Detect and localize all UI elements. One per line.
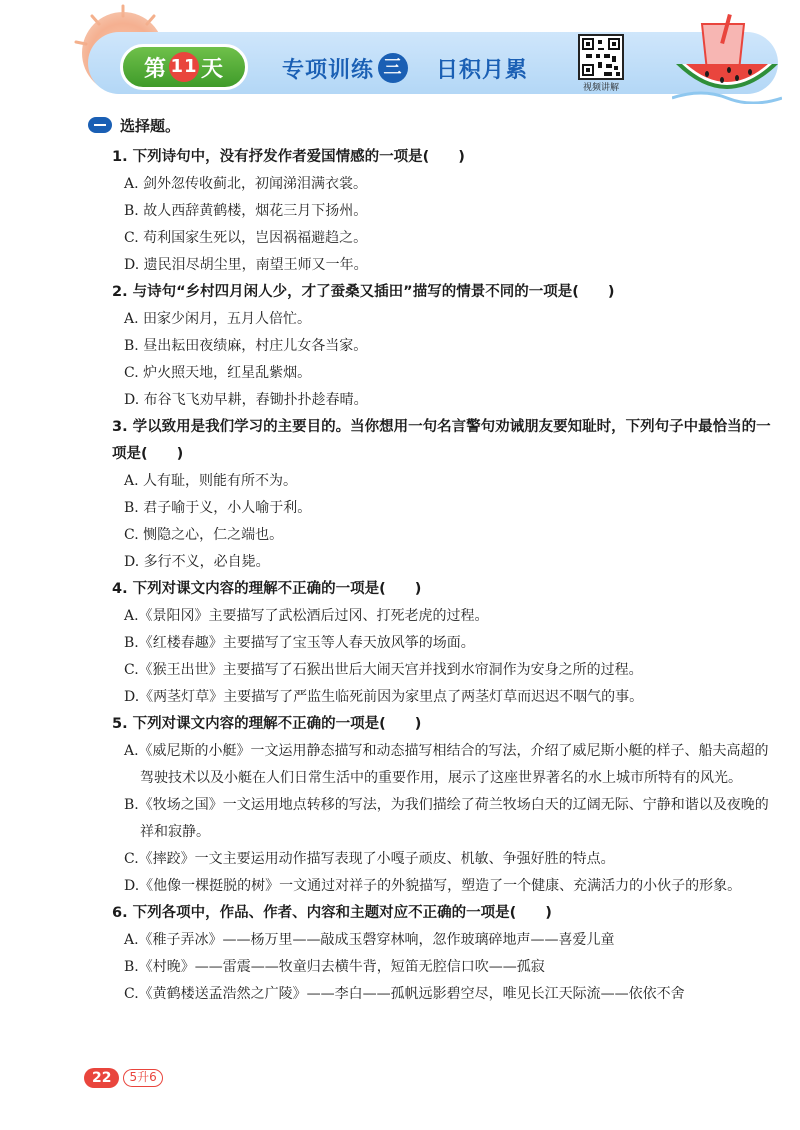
question-3 — [112, 414, 778, 576]
option-b[interactable]: B.《村晚》——雷震——牧童归去横牛背，短笛无腔信口吹——孤寂 — [124, 959, 545, 975]
option-d[interactable]: D.《他像一棵挺脱的树》一文通过对祥子的外貌描写，塑造了一个健康、充满活力的小伙子的形象。 — [124, 878, 742, 894]
option-a[interactable]: A.《稚子弄冰》——杨万里——敲成玉磬穿林响，忽作玻璃碎地声——喜爱儿童 — [124, 932, 615, 948]
question-stem: 4. 下列对课文内容的理解不正确的一项是( ) — [112, 581, 422, 597]
option-d[interactable]: D. 多行不义，必自毙。 — [124, 554, 270, 570]
qr-code-icon[interactable] — [578, 34, 624, 80]
question-4 — [112, 576, 778, 711]
option-c[interactable]: C. 恻隐之心，仁之端也。 — [124, 527, 284, 543]
part-heading — [88, 112, 778, 138]
part-title: 选择题。 — [120, 116, 181, 135]
section-subtitle: 日积月累 — [436, 57, 529, 83]
question-5 — [112, 711, 778, 900]
question-6 — [112, 900, 778, 1008]
question-stem: 3. 学以致用是我们学习的主要目的。当你想用一句名言警句劝诫朋友要知耻时，下列句子中最恰当的一项是( ) — [112, 419, 771, 462]
question-1 — [112, 144, 778, 279]
option-a[interactable]: A. 剑外忽传收蓟北，初闻涕泪满衣裳。 — [124, 176, 368, 192]
option-d[interactable]: D. 遗民泪尽胡尘里，南望王师又一年。 — [124, 257, 368, 273]
question-stem: 1. 下列诗句中，没有抒发作者爱国情感的一项是( ) — [112, 149, 465, 165]
option-b[interactable]: B.《红楼春趣》主要描写了宝玉等人春天放风筝的场面。 — [124, 635, 475, 651]
section-label: 专项训练 — [282, 57, 375, 83]
day-badge — [120, 44, 248, 90]
option-c[interactable]: C.《猴王出世》主要描写了石猴出世后大闹天宫并找到水帘洞作为安身之所的过程。 — [124, 662, 643, 678]
day-prefix: 第 — [143, 56, 167, 82]
page-header — [0, 0, 800, 112]
option-b[interactable]: B. 故人西辞黄鹤楼，烟花三月下扬州。 — [124, 203, 368, 219]
part-one-badge-icon — [88, 117, 112, 133]
option-b[interactable]: B. 君子喻于义，小人喻于利。 — [124, 500, 312, 516]
exercise-content — [88, 112, 778, 1008]
option-a[interactable]: A.《景阳冈》主要描写了武松酒后过冈、打死老虎的过程。 — [124, 608, 489, 624]
option-a[interactable]: A. 人有耻，则能有所不为。 — [124, 473, 298, 489]
section-number: 三 — [378, 53, 408, 83]
option-c[interactable]: C.《黄鹤楼送孟浩然之广陵》——李白——孤帆远影碧空尽，唯见长江天际流——依依不舍 — [124, 986, 685, 1002]
section-title — [282, 50, 528, 86]
page-footer — [84, 1068, 163, 1088]
question-stem: 2. 与诗句“乡村四月闲人少，才了蚕桑又插田”描写的情景不同的一项是( ) — [112, 284, 615, 300]
grade-label: 5升6 — [123, 1069, 162, 1087]
option-b[interactable]: B.《牧场之国》一文运用地点转移的写法，为我们描绘了荷兰牧场白天的辽阔无际、宁静和谐以及夜晚的祥和寂静。 — [124, 797, 769, 840]
page-number: 22 — [84, 1068, 119, 1088]
watermelon-drink-icon — [672, 14, 782, 104]
option-c[interactable]: C.《摔跤》一文主要运用动作描写表现了小嘎子顽皮、机敏、争强好胜的特点。 — [124, 851, 615, 867]
option-a[interactable]: A.《威尼斯的小艇》一文运用静态描写和动态描写相结合的写法，介绍了威尼斯小艇的样子、船夫高超的驾驶技术以及小艇在人们日常生活中的重要作用，展示了这座世界著名的水上城市所特有的风光。 — [124, 743, 769, 786]
qr-label: 视频讲解 — [582, 83, 619, 93]
option-d[interactable]: D. 布谷飞飞劝早耕，舂锄扑扑趁春晴。 — [124, 392, 368, 408]
day-suffix: 天 — [201, 56, 225, 82]
option-c[interactable]: C. 苟利国家生死以，岂因祸福避趋之。 — [124, 230, 368, 246]
option-c[interactable]: C. 炉火照天地，红星乱紫烟。 — [124, 365, 312, 381]
day-number: 11 — [169, 52, 199, 82]
option-d[interactable]: D.《两茎灯草》主要描写了严监生临死前因为家里点了两茎灯草而迟迟不咽气的事。 — [124, 689, 644, 705]
question-2 — [112, 279, 778, 414]
option-b[interactable]: B. 昼出耘田夜绩麻，村庄儿女各当家。 — [124, 338, 368, 354]
question-stem: 6. 下列各项中，作品、作者、内容和主题对应不正确的一项是( ) — [112, 905, 552, 921]
option-a[interactable]: A. 田家少闲月，五月人倍忙。 — [124, 311, 312, 327]
question-stem: 5. 下列对课文内容的理解不正确的一项是( ) — [112, 716, 422, 732]
